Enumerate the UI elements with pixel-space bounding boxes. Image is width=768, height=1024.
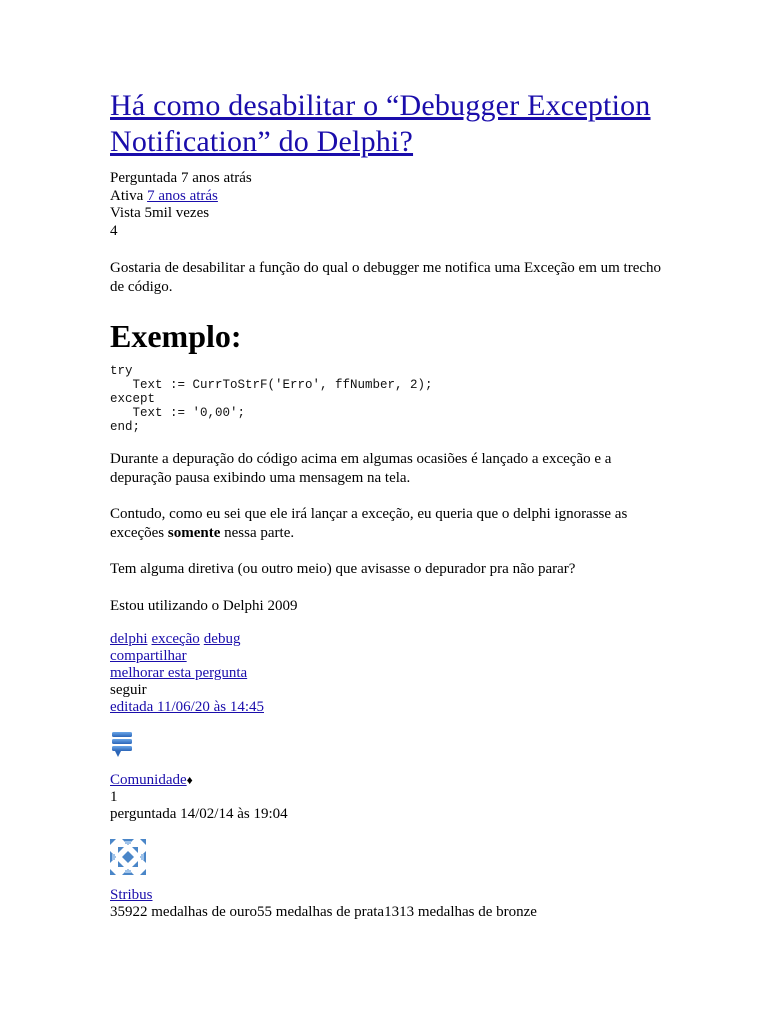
para3-bold: somente	[167, 524, 221, 541]
stribus-avatar-icon[interactable]	[110, 839, 146, 875]
tag-delphi[interactable]: delphi	[110, 631, 148, 647]
active-link[interactable]: 7 anos atrás	[147, 187, 218, 204]
question-para-3	[110, 505, 670, 542]
question-para-5: Estou utilizando o Delphi 2009	[110, 597, 298, 614]
question-intro: Gostaria de desabilitar a função do qual o debugger me notifica uma Exceção em um trecho de código.	[110, 260, 662, 295]
asker-name-link[interactable]: Stribus	[110, 887, 153, 903]
code-block: try Text := CurrToStrF('Erro', ffNumber, 2); except Text := '0,00'; end;	[110, 364, 433, 434]
question-para-4: Tem alguma diretiva (ou outro meio) que avisasse o depurador pra não parar?	[110, 561, 576, 577]
asker-badges: 35922 medalhas de ouro55 medalhas de prata1313 medalhas de bronze	[110, 904, 537, 920]
example-heading: Exemplo:	[110, 318, 242, 354]
editor-reputation: 1	[110, 789, 118, 805]
question-title[interactable]: Há como desabilitar o “Debugger Exception Notification” do Delphi?	[110, 89, 651, 158]
follow-button[interactable]: seguir	[110, 682, 147, 698]
post-tags-and-actions	[110, 631, 670, 716]
question-para-2: Durante a depuração do código acima em algumas ocasiões é lançado a exceção e a depuração pausa exibindo uma mensagem na tela.	[110, 451, 612, 486]
active-row	[110, 188, 670, 206]
editor-row	[110, 772, 670, 789]
asker-info	[110, 887, 670, 921]
community-avatar-icon[interactable]	[110, 730, 136, 760]
viewed-label: Vista 5mil vezes	[110, 205, 210, 221]
vote-count: 4	[110, 222, 118, 239]
tag-list	[110, 631, 670, 648]
asked-label: Perguntada 7 anos atrás	[110, 170, 252, 186]
share-link[interactable]: compartilhar	[110, 648, 187, 664]
moderator-diamond-icon: ♦	[186, 773, 193, 787]
edited-link[interactable]: editada 11/06/20 às 14:45	[110, 699, 264, 715]
improve-question-link[interactable]: melhorar esta pergunta	[110, 665, 248, 681]
active-prefix: Ativa	[110, 187, 148, 204]
para3-text-a: Contudo, como eu sei que ele irá lançar a exceção, eu queria que o delphi ignorasse as exceções	[110, 506, 628, 541]
editor-info	[110, 772, 670, 823]
tag-excecao[interactable]: exceção	[151, 631, 200, 647]
tag-debug[interactable]: debug	[203, 631, 241, 647]
question-meta	[110, 170, 670, 240]
para3-text-b: nessa parte.	[220, 524, 295, 541]
question-page	[110, 88, 670, 921]
editor-name-link[interactable]: Comunidade	[110, 772, 187, 788]
asked-timestamp: perguntada 14/02/14 às 19:04	[110, 806, 288, 822]
